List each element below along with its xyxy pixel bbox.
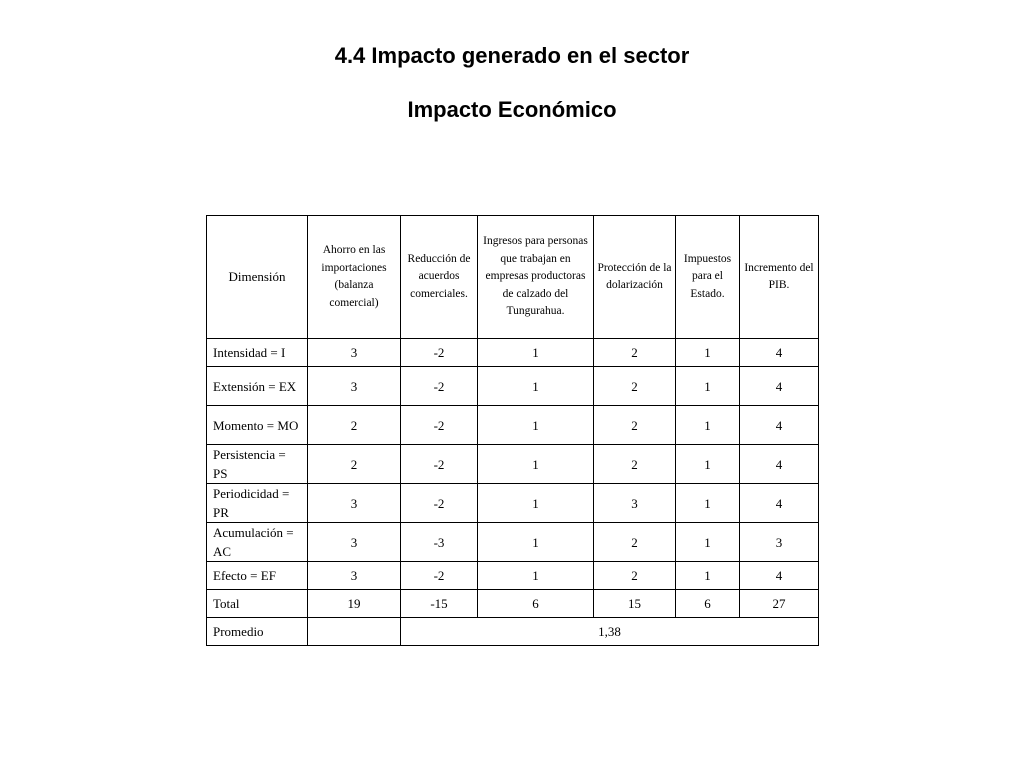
row-label: Efecto = EF <box>207 562 308 590</box>
table-cell: 3 <box>308 562 401 590</box>
total-cell: -15 <box>401 590 478 618</box>
table-cell: 2 <box>308 406 401 445</box>
table-cell: 1 <box>478 367 594 406</box>
total-cell: 6 <box>478 590 594 618</box>
table-row <box>207 367 819 406</box>
column-header-agreements: Reducción de acuerdos comerciales. <box>401 216 478 339</box>
table-cell: -2 <box>401 562 478 590</box>
table-cell: 4 <box>740 406 819 445</box>
total-row <box>207 590 819 618</box>
row-label: Momento = MO <box>207 406 308 445</box>
page-title: 4.4 Impacto generado en el sector <box>334 43 690 68</box>
table-row <box>207 339 819 367</box>
row-label: Intensidad = I <box>207 339 308 367</box>
table-cell: 4 <box>740 367 819 406</box>
total-label: Total <box>207 590 308 618</box>
table-cell: 1 <box>478 562 594 590</box>
table-cell: 1 <box>676 339 740 367</box>
table-cell: -2 <box>401 445 478 484</box>
header-row <box>207 216 819 339</box>
table-cell: 3 <box>308 523 401 562</box>
table-cell: 1 <box>676 484 740 523</box>
table-cell: -3 <box>401 523 478 562</box>
average-value: 1,38 <box>401 618 819 646</box>
table-cell: 2 <box>594 367 676 406</box>
table-cell: 4 <box>740 484 819 523</box>
table-cell: 1 <box>478 523 594 562</box>
table-cell: 2 <box>594 445 676 484</box>
column-header-gdp: Incremento del PIB. <box>740 216 819 339</box>
table-cell: 1 <box>478 339 594 367</box>
column-header-dimension: Dimensión <box>207 216 308 339</box>
table-cell: -2 <box>401 339 478 367</box>
table-cell: 2 <box>308 445 401 484</box>
table-cell: 4 <box>740 445 819 484</box>
row-label: Extensión = EX <box>207 367 308 406</box>
column-header-income: Ingresos para personas que trabajan en empresas productoras de calzado del Tungurahua. <box>478 216 594 339</box>
table-cell: 3 <box>308 484 401 523</box>
table-cell: 2 <box>594 339 676 367</box>
table-cell: 1 <box>676 367 740 406</box>
table-cell: 1 <box>676 562 740 590</box>
total-cell: 27 <box>740 590 819 618</box>
column-header-taxes: Impuestos para el Estado. <box>676 216 740 339</box>
table-cell: 1 <box>478 445 594 484</box>
total-cell: 19 <box>308 590 401 618</box>
table-cell: 1 <box>478 406 594 445</box>
column-header-savings: Ahorro en las importaciones (balanza comercial) <box>308 216 401 339</box>
table-row <box>207 445 819 484</box>
row-label: Persistencia = PS <box>207 445 308 484</box>
table-cell: 2 <box>594 523 676 562</box>
total-cell: 15 <box>594 590 676 618</box>
row-label: Periodicidad = PR <box>207 484 308 523</box>
impact-table <box>206 215 819 646</box>
table-cell: 3 <box>740 523 819 562</box>
table-cell: 3 <box>308 339 401 367</box>
average-label: Promedio <box>207 618 308 646</box>
table-cell: -2 <box>401 484 478 523</box>
total-cell: 6 <box>676 590 740 618</box>
table-cell: 2 <box>594 562 676 590</box>
average-row <box>207 618 819 646</box>
table-row <box>207 484 819 523</box>
average-empty-cell <box>308 618 401 646</box>
table-cell: 1 <box>478 484 594 523</box>
table-cell: 4 <box>740 339 819 367</box>
column-header-dollarization: Protección de la dolarización <box>594 216 676 339</box>
table-cell: 2 <box>594 406 676 445</box>
table-cell: -2 <box>401 406 478 445</box>
table-cell: 3 <box>308 367 401 406</box>
table-cell: 1 <box>676 445 740 484</box>
table-row <box>207 562 819 590</box>
table-row <box>207 406 819 445</box>
row-label: Acumulación = AC <box>207 523 308 562</box>
page-subtitle: Impacto Económico <box>407 97 617 122</box>
table-cell: 1 <box>676 523 740 562</box>
table-cell: -2 <box>401 367 478 406</box>
table-cell: 4 <box>740 562 819 590</box>
table-row <box>207 523 819 562</box>
table-cell: 1 <box>676 406 740 445</box>
table-cell: 3 <box>594 484 676 523</box>
